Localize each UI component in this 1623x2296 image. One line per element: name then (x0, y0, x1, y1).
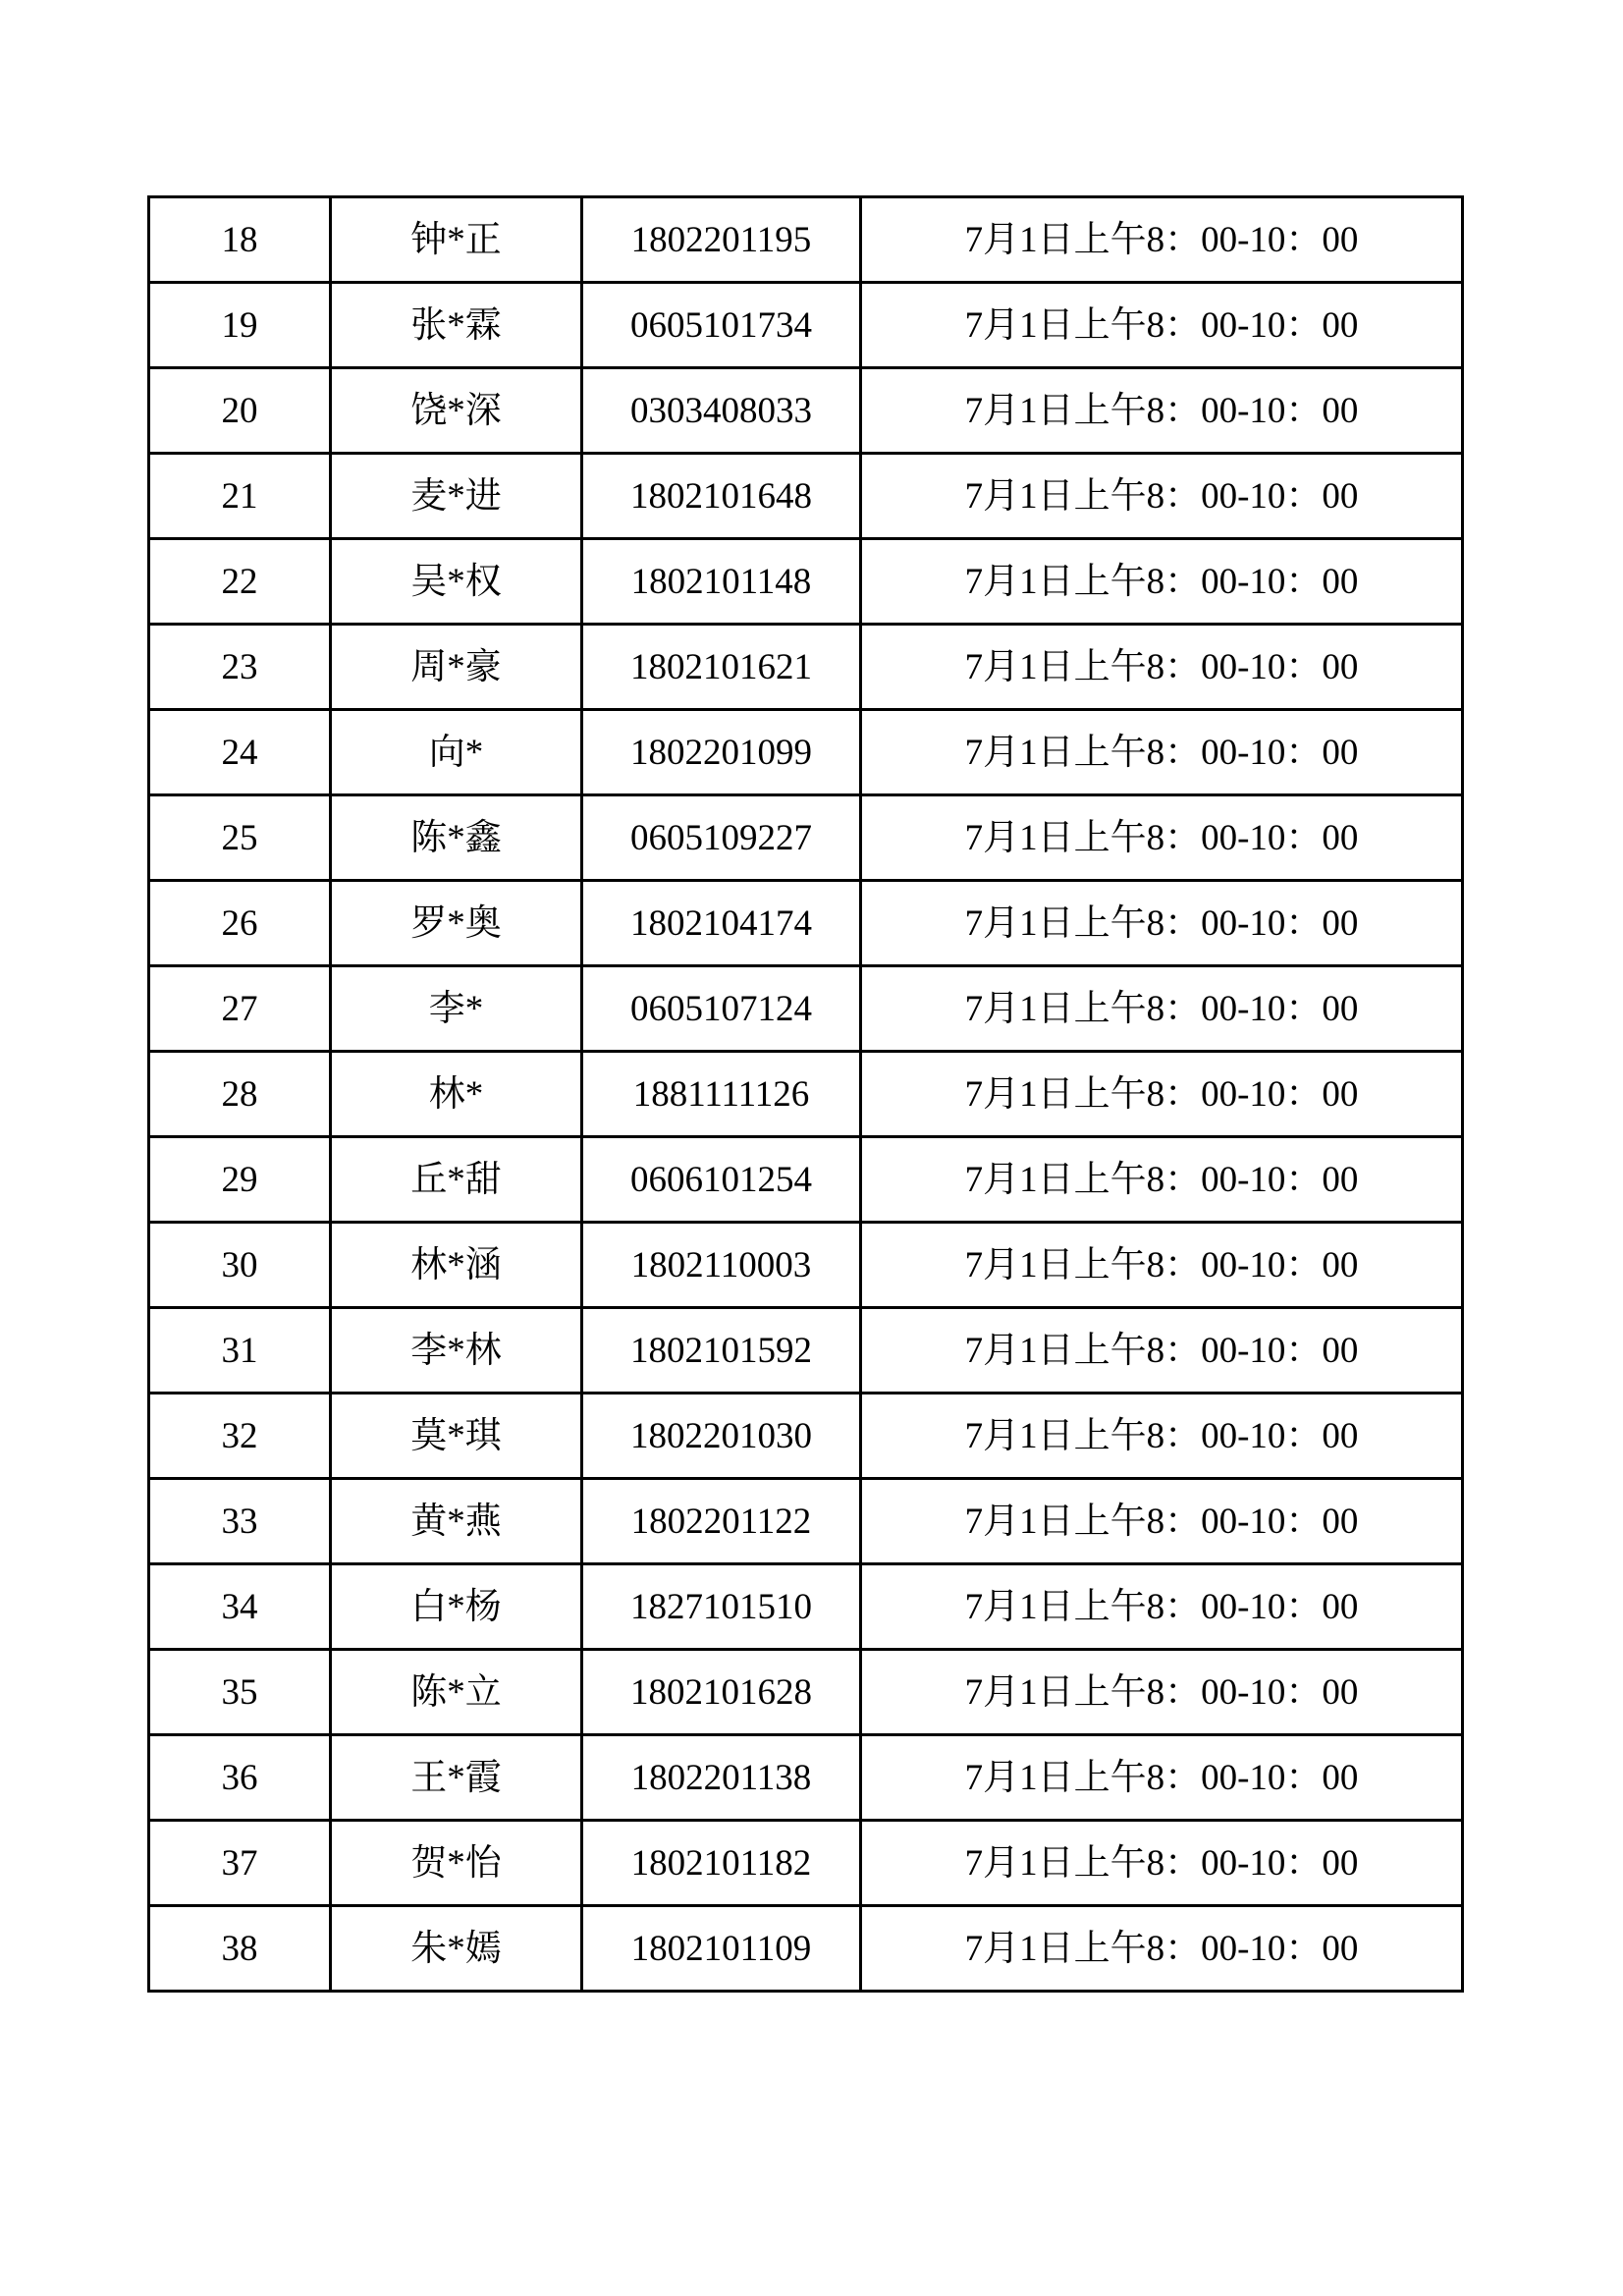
time-slot-cell: 7月1日上午8：00-10：00 (861, 368, 1463, 454)
student-id-cell: 0605101734 (582, 283, 861, 368)
name-cell: 黄*燕 (331, 1479, 582, 1564)
table-row (149, 1821, 1463, 1906)
name-cell: 贺*怡 (331, 1821, 582, 1906)
time-slot-cell: 7月1日上午8：00-10：00 (861, 795, 1463, 881)
table-row (149, 795, 1463, 881)
table-row (149, 539, 1463, 625)
time-slot-cell: 7月1日上午8：00-10：00 (861, 1564, 1463, 1650)
student-id-cell: 1802101648 (582, 454, 861, 539)
time-slot-cell: 7月1日上午8：00-10：00 (861, 1821, 1463, 1906)
row-number-cell: 32 (149, 1394, 331, 1479)
time-slot-cell: 7月1日上午8：00-10：00 (861, 197, 1463, 283)
student-id-cell: 1881111126 (582, 1052, 861, 1137)
student-id-cell: 1802201099 (582, 710, 861, 795)
row-number-cell: 25 (149, 795, 331, 881)
name-cell: 麦*进 (331, 454, 582, 539)
table-row (149, 1052, 1463, 1137)
time-slot-cell: 7月1日上午8：00-10：00 (861, 881, 1463, 966)
row-number-cell: 21 (149, 454, 331, 539)
student-id-cell: 0606101254 (582, 1137, 861, 1223)
row-number-cell: 27 (149, 966, 331, 1052)
table-row (149, 625, 1463, 710)
time-slot-cell: 7月1日上午8：00-10：00 (861, 1906, 1463, 1992)
name-cell: 林*涵 (331, 1223, 582, 1308)
student-id-cell: 1827101510 (582, 1564, 861, 1650)
time-slot-cell: 7月1日上午8：00-10：00 (861, 539, 1463, 625)
student-id-cell: 1802101628 (582, 1650, 861, 1735)
row-number-cell: 26 (149, 881, 331, 966)
student-id-cell: 1802201122 (582, 1479, 861, 1564)
time-slot-cell: 7月1日上午8：00-10：00 (861, 625, 1463, 710)
student-id-cell: 1802201030 (582, 1394, 861, 1479)
time-slot-cell: 7月1日上午8：00-10：00 (861, 454, 1463, 539)
table-row (149, 197, 1463, 283)
table-row (149, 1735, 1463, 1821)
time-slot-cell: 7月1日上午8：00-10：00 (861, 283, 1463, 368)
table-row (149, 710, 1463, 795)
student-id-cell: 1802101148 (582, 539, 861, 625)
row-number-cell: 37 (149, 1821, 331, 1906)
table-row (149, 283, 1463, 368)
row-number-cell: 24 (149, 710, 331, 795)
name-cell: 向* (331, 710, 582, 795)
row-number-cell: 30 (149, 1223, 331, 1308)
table-row (149, 1308, 1463, 1394)
student-id-cell: 1802101182 (582, 1821, 861, 1906)
table-row (149, 1137, 1463, 1223)
student-id-cell: 0303408033 (582, 368, 861, 454)
row-number-cell: 28 (149, 1052, 331, 1137)
name-cell: 饶*深 (331, 368, 582, 454)
table-row (149, 1564, 1463, 1650)
table-row (149, 1906, 1463, 1992)
name-cell: 陈*立 (331, 1650, 582, 1735)
row-number-cell: 31 (149, 1308, 331, 1394)
name-cell: 王*霞 (331, 1735, 582, 1821)
time-slot-cell: 7月1日上午8：00-10：00 (861, 710, 1463, 795)
student-id-cell: 1802101592 (582, 1308, 861, 1394)
row-number-cell: 33 (149, 1479, 331, 1564)
row-number-cell: 29 (149, 1137, 331, 1223)
student-id-cell: 1802110003 (582, 1223, 861, 1308)
table-row (149, 368, 1463, 454)
row-number-cell: 36 (149, 1735, 331, 1821)
student-id-cell: 1802101109 (582, 1906, 861, 1992)
time-slot-cell: 7月1日上午8：00-10：00 (861, 1137, 1463, 1223)
time-slot-cell: 7月1日上午8：00-10：00 (861, 1479, 1463, 1564)
row-number-cell: 19 (149, 283, 331, 368)
roster-table-body (149, 197, 1463, 1992)
time-slot-cell: 7月1日上午8：00-10：00 (861, 1308, 1463, 1394)
name-cell: 吴*权 (331, 539, 582, 625)
student-id-cell: 1802101621 (582, 625, 861, 710)
name-cell: 朱*嫣 (331, 1906, 582, 1992)
time-slot-cell: 7月1日上午8：00-10：00 (861, 1735, 1463, 1821)
student-id-cell: 1802104174 (582, 881, 861, 966)
table-row (149, 1394, 1463, 1479)
row-number-cell: 20 (149, 368, 331, 454)
row-number-cell: 23 (149, 625, 331, 710)
name-cell: 周*豪 (331, 625, 582, 710)
table-row (149, 881, 1463, 966)
row-number-cell: 34 (149, 1564, 331, 1650)
student-id-cell: 1802201195 (582, 197, 861, 283)
name-cell: 罗*奥 (331, 881, 582, 966)
row-number-cell: 18 (149, 197, 331, 283)
name-cell: 钟*正 (331, 197, 582, 283)
table-row (149, 966, 1463, 1052)
name-cell: 陈*鑫 (331, 795, 582, 881)
table-row (149, 454, 1463, 539)
student-id-cell: 0605109227 (582, 795, 861, 881)
name-cell: 李*林 (331, 1308, 582, 1394)
time-slot-cell: 7月1日上午8：00-10：00 (861, 1394, 1463, 1479)
name-cell: 李* (331, 966, 582, 1052)
roster-table (147, 195, 1464, 1993)
table-row (149, 1650, 1463, 1735)
name-cell: 丘*甜 (331, 1137, 582, 1223)
time-slot-cell: 7月1日上午8：00-10：00 (861, 1650, 1463, 1735)
name-cell: 林* (331, 1052, 582, 1137)
name-cell: 张*霖 (331, 283, 582, 368)
row-number-cell: 35 (149, 1650, 331, 1735)
student-id-cell: 0605107124 (582, 966, 861, 1052)
student-id-cell: 1802201138 (582, 1735, 861, 1821)
row-number-cell: 22 (149, 539, 331, 625)
time-slot-cell: 7月1日上午8：00-10：00 (861, 1223, 1463, 1308)
time-slot-cell: 7月1日上午8：00-10：00 (861, 966, 1463, 1052)
table-row (149, 1479, 1463, 1564)
table-row (149, 1223, 1463, 1308)
name-cell: 白*杨 (331, 1564, 582, 1650)
name-cell: 莫*琪 (331, 1394, 582, 1479)
row-number-cell: 38 (149, 1906, 331, 1992)
time-slot-cell: 7月1日上午8：00-10：00 (861, 1052, 1463, 1137)
